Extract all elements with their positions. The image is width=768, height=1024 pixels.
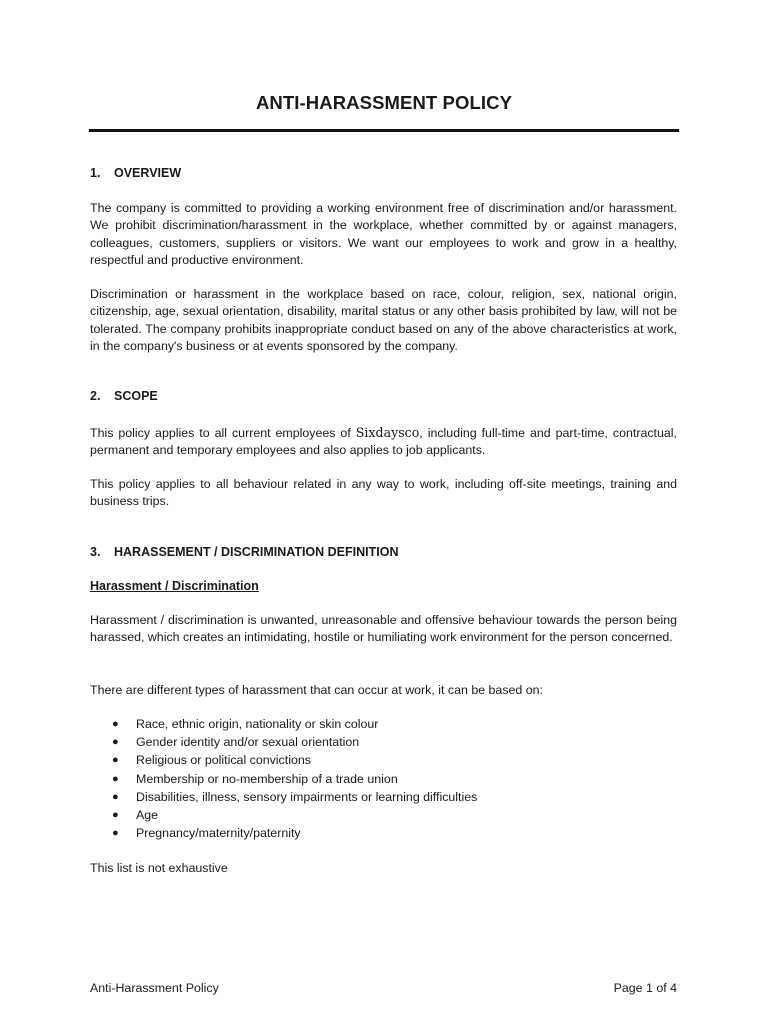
list-item-text: Pregnancy/maternity/paternity bbox=[136, 826, 301, 841]
section-heading-scope bbox=[90, 389, 158, 403]
document-title: ANTI-HARASSMENT POLICY bbox=[255, 92, 513, 113]
overview-paragraph-1: The company is committed to providing a working environment free of discrimination and/or harassment. We prohibit discrimination/harassment in the workplace, whether committed by or against managers, colleagues, customers, suppliers or visitors. We want our employees to work and grow in a healthy, respectful and productive environment. bbox=[90, 201, 677, 268]
scope-text-before: This policy applies to all current employees of bbox=[90, 426, 356, 440]
list-item-text: Religious or political convictions bbox=[136, 753, 311, 768]
list-item bbox=[90, 733, 477, 751]
bullet-icon: ● bbox=[112, 736, 119, 749]
bullet-icon: ● bbox=[112, 754, 119, 767]
section-number: 3. bbox=[90, 545, 101, 559]
footer-document-name: Anti-Harassment Policy bbox=[90, 981, 219, 995]
section-title: HARASSEMENT / DISCRIMINATION DEFINITION bbox=[114, 545, 399, 559]
list-item bbox=[90, 824, 477, 842]
scope-paragraph-2: This policy applies to all behaviour related in any way to work, including off-site meetings, training and business trips. bbox=[90, 477, 677, 509]
title-underline-rule bbox=[89, 129, 679, 132]
definition-paragraph-1: Harassment / discrimination is unwanted, unreasonable and offensive behaviour towards the person being harassed, which creates an intimidating, hostile or humiliating work environment for the person concerned. bbox=[90, 613, 677, 645]
section-heading-overview bbox=[90, 166, 181, 180]
list-item bbox=[90, 806, 477, 824]
list-item-text: Age bbox=[136, 808, 159, 823]
footer-page-number: Page 1 of 4 bbox=[613, 981, 677, 995]
section-number: 2. bbox=[90, 389, 101, 403]
list-item bbox=[90, 715, 477, 733]
list-item bbox=[90, 770, 477, 788]
definition-subheading: Harassment / Discrimination bbox=[90, 579, 259, 593]
list-item-text: Gender identity and/or sexual orientation bbox=[136, 735, 360, 750]
section-title: SCOPE bbox=[114, 389, 158, 403]
scope-paragraph-1 bbox=[90, 424, 677, 460]
section-heading-definition bbox=[90, 545, 399, 559]
bullet-icon: ● bbox=[112, 809, 119, 822]
bullet-icon: ● bbox=[112, 718, 119, 730]
list-item bbox=[90, 788, 477, 806]
bullet-icon: ● bbox=[112, 790, 119, 803]
list-item-text: Disabilities, illness, sensory impairments or learning difficulties bbox=[136, 789, 478, 804]
section-title: OVERVIEW bbox=[114, 166, 182, 180]
definition-paragraph-2: There are different types of harassment that can occur at work, it can be based on: bbox=[90, 683, 543, 697]
section-number: 1. bbox=[90, 166, 101, 180]
list-item-text: Race, ethnic origin, nationality or skin colour bbox=[136, 717, 379, 731]
scope-text-after: , including full-time and part-time, contractual, permanent and temporary employees and also applies to job applicants. bbox=[90, 426, 677, 458]
bullet-icon: ● bbox=[112, 772, 119, 785]
overview-paragraph-2: Discrimination or harassment in the workplace based on race, colour, religion, sex, national origin, citizenship, age, sexual orientation, disability, marital status or any other basis prohibited by law, will not be tolerated. The company prohibits inappropriate conduct based on any of the above characteristics at work, in the company's business or at events sponsored by the company. bbox=[90, 287, 677, 354]
list-item bbox=[90, 751, 477, 769]
company-name: Sixdaysco bbox=[355, 425, 420, 440]
list-item-text: Membership or no-membership of a trade union bbox=[136, 771, 398, 786]
definition-closing-note: This list is not exhaustive bbox=[90, 861, 228, 875]
harassment-basis-list bbox=[90, 715, 477, 842]
bullet-icon: ● bbox=[112, 827, 119, 840]
